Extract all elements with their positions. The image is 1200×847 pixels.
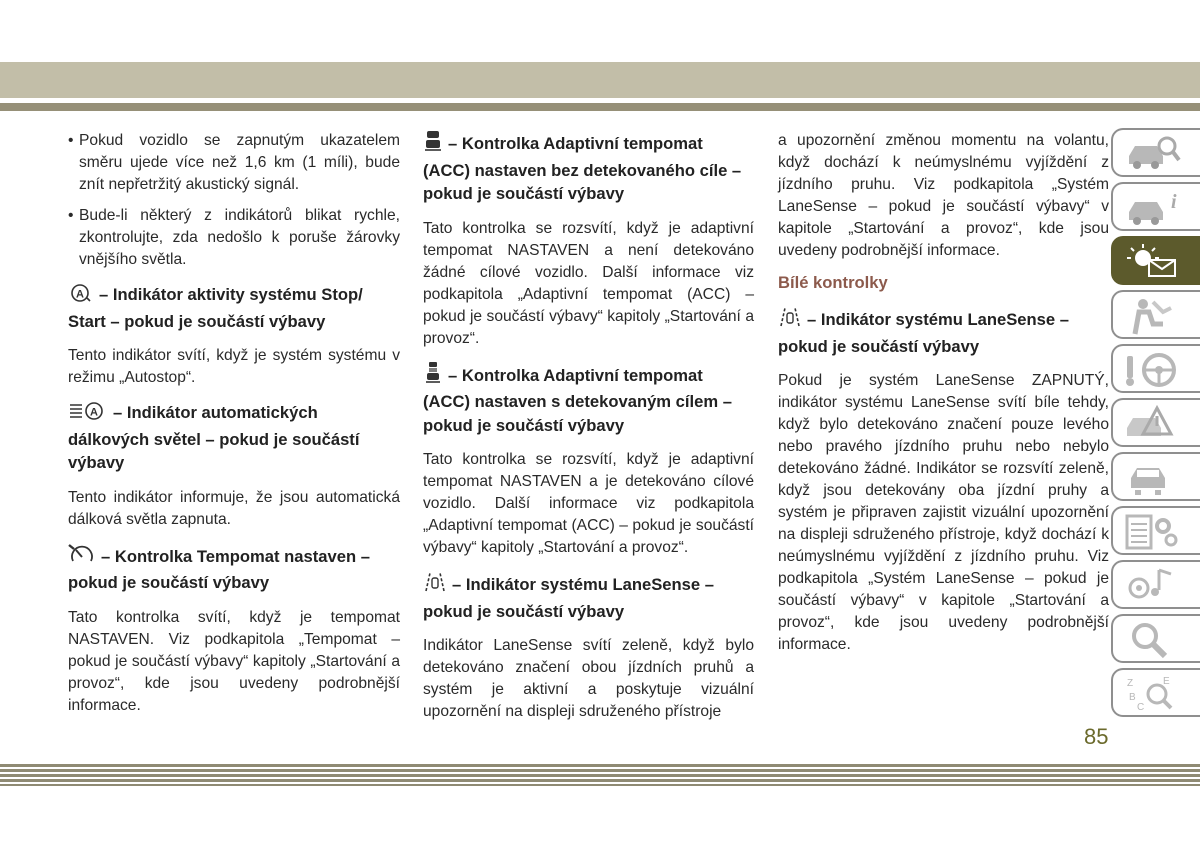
column-2 [423,130,754,732]
column-1 [68,130,400,726]
car-search-icon [1123,134,1183,174]
bullet-item [68,205,400,271]
cruise-control-icon [68,543,96,572]
stop-start-icon [68,283,94,310]
key-steering-wheel-icon [1123,350,1183,390]
car-wrench-icon [1123,458,1183,498]
svg-text:i: i [1171,191,1177,213]
paragraph: Tento indikátor informuje, že jsou automatická dálková světla zapnuta. [68,488,400,528]
paragraph: a upozornění změnou momentu na volantu, když dochází k neúmyslnému vyjíždění z jízdního pruhu. Viz podkapitola „Systém LaneSense – pokud je součástí výbavy“ v kapitole „Startování a provoz“, kde jsou uvedeny podrobnější informace. [778,132,1109,259]
section-heading [68,543,400,595]
tab-maintenance[interactable] [1111,452,1200,501]
svg-text:B: B [1129,692,1136,703]
bullet-dot: • [68,132,74,149]
auto-high-beam-icon [68,401,108,428]
lanesense-icon [423,571,447,600]
bullet-text: Pokud vozidlo se zapnutým ukazatelem směru ujede více než 1,6 km (1 míli), bude znít nepřetržitý akustický signál. [79,132,400,193]
paragraph: Tento indikátor svítí, když je systém systému v režimu „Autostop“. [68,347,400,386]
heading-text: – Kontrolka Adaptivní tempomat (ACC) nastaven s detekovaným cílem – pokud je součástí výbavy [423,365,732,435]
tab-car-info[interactable] [1111,182,1200,231]
tab-multimedia[interactable] [1111,560,1200,609]
acc-target-icon [423,362,443,391]
alphabet-index-icon [1123,674,1183,714]
tab-starting-driving[interactable] [1111,344,1200,393]
car-warning-triangle-icon [1123,404,1183,444]
tab-safety[interactable] [1111,290,1200,339]
tab-index[interactable] [1111,668,1200,717]
bullet-text: Bude-li některý z indikátorů blikat rychle, zkontrolujte, zda nedošlo k poruše žárovky vnějšího světla. [79,207,400,268]
subheading: Bílé kontrolky [778,273,888,292]
tab-technical-data[interactable] [1111,506,1200,555]
svg-text:Z: Z [1127,678,1134,689]
section-heading [423,362,754,438]
document-gears-icon [1123,512,1183,552]
tab-car-search[interactable] [1111,128,1200,177]
section-heading [423,130,754,206]
page-number: 85 [1084,724,1109,749]
heading-text: – Indikátor aktivity systému Stop/ Start – pokud je součástí výbavy [68,285,363,331]
header-band [0,62,1200,98]
heading-text: – Indikátor automatických dálkových světel – pokud je součástí výbavy [68,403,360,472]
column-3 [778,130,1109,665]
paragraph: Pokud je systém LaneSense ZAPNUTÝ, indikátor systému LaneSense svítí bíle tehdy, když bylo detekováno značení pouze levého nebo pravého jízdního pruhu nebo nebylo detekováno žádné. Indikátor se rozsvítí zeleně, když jsou detekovány oba jízdní pruhy a systém je připraven zajistit vizuální upozornění na displeji sdruženého přístroje, když dochází k neúmyslnému vyjíždění z jízdního pruhu. Viz podkapitola „Systém LaneSense – pokud je součástí výbavy“ v kapitole „Startování a provoz“, kde jsou uvedeny podrobnější informace. [778,372,1109,653]
paragraph: Tato kontrolka se rozsvítí, když je adaptivní tempomat NASTAVEN a není detekováno žádné cílové vozidlo. Další informace viz podkapitola „Adaptivní tempomat (ACC) – pokud je součástí výbavy“ kapitoly „Startování a provoz“. [423,219,754,347]
tab-search[interactable] [1111,614,1200,663]
heading-text: – Indikátor systému LaneSense – pokud je součástí výbavy [423,575,714,621]
tab-emergency[interactable] [1111,398,1200,447]
bullet-item [68,130,400,196]
lanesense-icon [778,306,802,335]
header-rule [0,103,1200,111]
svg-text:A: A [90,406,98,419]
acc-no-target-icon [423,130,443,159]
svg-text:E: E [1163,676,1170,687]
airbag-seat-icon [1123,296,1183,336]
paragraph: Indikátor LaneSense svítí zeleně, když bylo detekováno značení obou jízdních pruhů a systém je aktivní a poskytuje vizuální upozornění na displeji sdruženého přístroje [423,637,754,720]
section-heading [68,401,400,475]
svg-text:A: A [76,288,84,301]
paragraph: Tato kontrolka se rozsvítí, když je adaptivní tempomat NASTAVEN a je detekováno cílové vozidlo. Další informace viz podkapitola „Adaptivní tempomat (ACC) – pokud je součástí výbavy“ kapitoly „Startování a provoz“. [423,451,754,556]
svg-text:C: C [1137,702,1145,713]
tab-warning-lights[interactable] [1111,236,1200,285]
car-info-icon [1123,188,1183,228]
navigation-music-icon [1123,566,1183,606]
bullet-dot: • [68,207,74,224]
heading-text: – Kontrolka Tempomat nastaven – pokud je součástí výbavy [68,546,370,592]
heading-text: – Kontrolka Adaptivní tempomat (ACC) nastaven bez detekovaného cíle – pokud je součástí výbavy [423,134,742,203]
magnifier-icon [1123,620,1183,660]
paragraph: Tato kontrolka svítí, když je tempomat NASTAVEN. Viz podkapitola „Tempomat – pokud je součástí výbavy“ kapitoly „Startování a provoz“, kde jsou uvedeny podrobnější informace. [68,608,400,714]
footer-stripes [0,764,1200,786]
warning-light-message-icon [1123,242,1183,282]
section-heading [778,306,1109,358]
section-heading [68,283,400,333]
heading-text: – Indikátor systému LaneSense – pokud je součástí výbavy [778,310,1069,356]
section-heading [423,571,754,623]
